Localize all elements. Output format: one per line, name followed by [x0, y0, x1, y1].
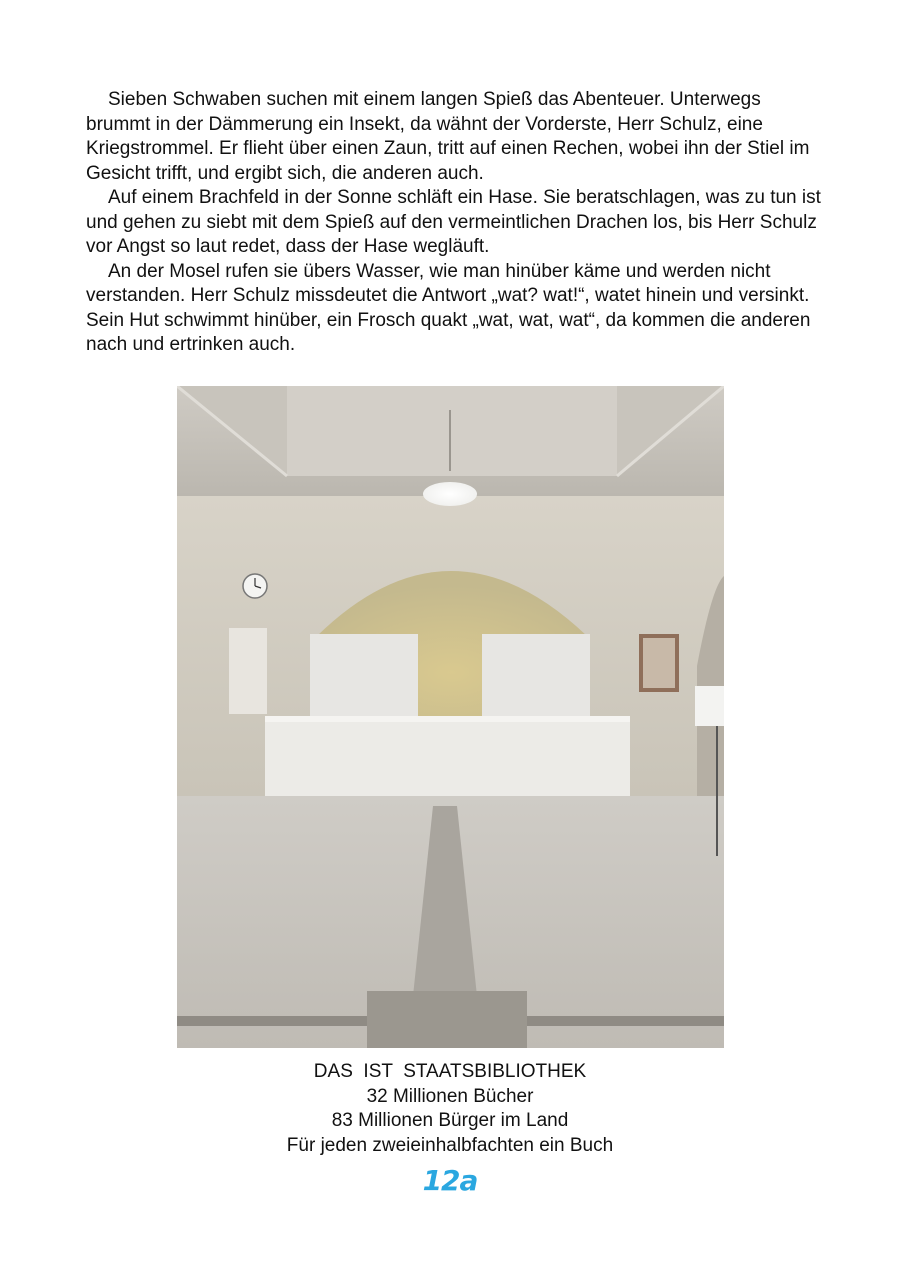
photo-caption [0, 1060, 900, 1158]
caption-title: DAS IST STAATSBIBLIOTHEK [313, 1061, 587, 1082]
caption-line-citizens: 83 Millionen Bürger im Land [331, 1110, 569, 1131]
page-number: 12a [422, 1164, 478, 1197]
caption-line-books: 32 Millionen Bücher [366, 1085, 534, 1107]
paragraph-1: Sieben Schwaben suchen mit einem langen Spieß das Abenteuer. Unterwegs brummt in der Dämmerung ein Insekt, da wähnt der Vorderste, Herr Schulz, eine Kriegstrommel. Er flieht über einen Zaun, tritt auf einen Rechen, wobei ihn der Stiel im Gesicht trifft, und ergibt sich, die anderen auch. [86, 89, 810, 184]
paragraph-2: Auf einem Brachfeld in der Sonne schläft ein Hase. Sie beratschlagen, was zu tun ist und gehen zu siebt mit dem Spieß auf den vermeintlichen Drachen los, bis Herr Schulz vor Angst so laut redet, dass der Hase wegläuft. [86, 187, 821, 257]
library-hall-photo [177, 386, 724, 1048]
paragraph-3: An der Mosel rufen sie übers Wasser, wie man hinüber käme und werden nicht verstanden. Herr Schulz missdeutet die Antwort „wat? wat!“, watet hinein und versinkt. Sein Hut schwimmt hinüber, ein Frosch quakt „wat, wat, wat“, da kommen die anderen nach und ertrinken auch. [86, 260, 811, 355]
caption-line-ratio: Für jeden zweieinhalbfachten ein Buch [286, 1134, 614, 1156]
story-text [86, 88, 826, 358]
